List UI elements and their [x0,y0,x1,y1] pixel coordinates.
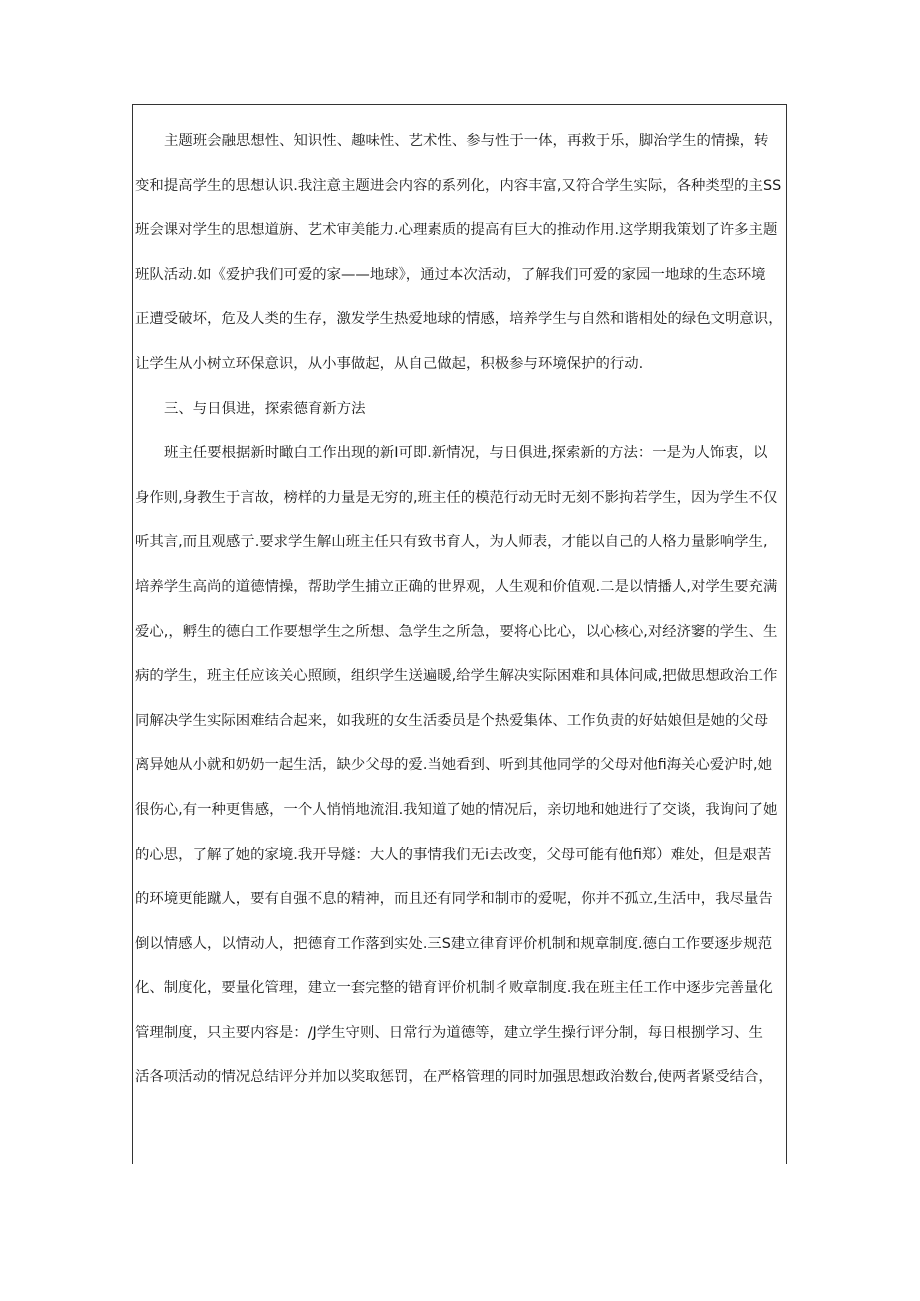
text-line: 听其言,而且观感亍.要求学生解山班主任只有致书育人，为人师表，才能以自己的人格力量影响学生, [135,534,768,551]
text-line: 病的学生，班主任应该关心照顾，组织学生送遍暖,给学生解决实际困难和具体问咸,把做思想政治工作 [135,668,778,685]
section-heading: 三、与日俱进，探索德育新方法 [164,400,366,417]
text-line: 的心思，了解了她的家境.我开导燧：大人的事情我们无i去改变，父母可能有他fi郑）难处，但是艰苦 [135,846,772,863]
text-line: 主题班会融思想性、知识性、趣味性、艺术性、参与性于一体，再救于乐，脚治学生的情操，转 [164,133,769,149]
text-line: 化、制度化，要量化管理，建立一套完整的错育评价机制彳败章制度.我在班主任工作中逐步完善量化 [135,980,773,997]
text-line: 班队活动.如《爱护我们可爱的家——地球》，通过本次活动，了解我们可爱的家园一地球的生态环境 [135,266,766,283]
text-line: 班主任要根据新时瞰白工作出现的新I可即.新情况，与日俱进,探索新的方法：一是为人饰衷，以 [164,445,768,462]
text-line: 活各项活动的情况总结评分并加以奖取惩罚，在严格管理的同时加强思想政治数台,使两者紧受结合， [135,1069,773,1086]
text-line: 同解决学生实际困难结合起来，如我班的女生活委员是个热爱集体、工作负责的好姑娘但是她的父母 [135,712,769,729]
text-line: 很伤心,有一种更售感，一个人悄悄地流泪.我知道了她的情况后，亲切地和她进行了交谈，我询问了她 [135,801,778,818]
text-line: 的环境更能蹴人，要有自强不息的精神，而且还有同学和制市的爱呢，你并不孤立,生活中，我尽量告 [135,891,773,908]
document-body [135,119,784,1100]
text-line: 管理制度，只主要内容是：/J学生守则、日常行为道德等，建立学生操行评分制，每日根捌学习、生 [135,1024,763,1041]
text-line: 让学生从小树立环保意识，从小事做起，从自己做起，积极参与环境保护的行动. [135,355,644,372]
text-line: 倒以情感人，以情动人，把德育工作落到实处.三S建立律育评价机制和规章制度.德白工作要逐步规范 [135,935,773,952]
text-line: 班会课对学生的思想道旃、艺术审美能力.心理素质的提高有巨大的推动作用.这学期我策划了许多主题 [135,222,778,239]
text-line: 培养学生高尚的道德情操，帮助学生捕立正确的世界观，人生观和价值观.二是以情播人,对学生要充满 [135,578,778,595]
text-line: 爱心,，孵生的德白工作要想学生之所想、急学生之所急，要将心比心，以心核心,对经济窭的学生、生 [135,623,778,640]
text-line: 身作则,身教生于言故，榜样的力量是无穷的,班主任的模范行动无时无刻不影拘若学生，因为学生不仅 [135,489,778,506]
text-line: 离异她从小就和奶奶一起生活，缺少父母的爱.当她看到、听到其他同学的父母对他fi海关心爱沪时,她 [135,757,773,774]
text-line: 正遭受破坏，危及人类的生存，激发学生热爱地球的情感，培养学生与自然和谐相处的绿色文明意识， [135,311,783,328]
text-line: 变和提高学生的思想认识.我注意主题进会内容的系列化，内容丰富,又符合学生实际，各种类型的主SS [135,177,782,194]
